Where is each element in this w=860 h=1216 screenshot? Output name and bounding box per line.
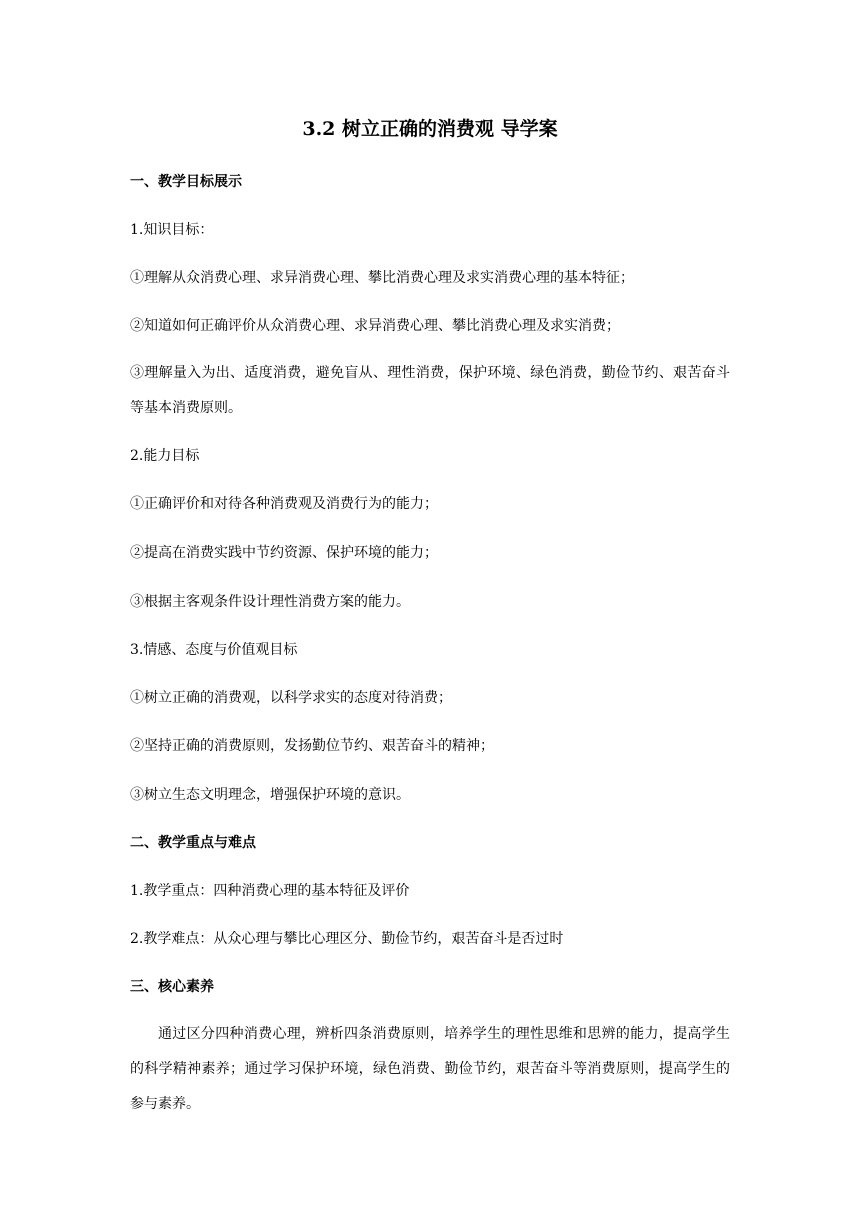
section-heading-core-literacy: 三、核心素养 — [130, 979, 214, 995]
ability-goals-label: 2.能力目标 — [130, 448, 200, 464]
emotion-goal-item: ②坚持正确的消费原则，发扬勤位节约、艰苦奋斗的精神； — [130, 738, 494, 754]
knowledge-goals-label: 1.知识目标： — [130, 222, 214, 238]
emotion-goal-item: ③树立生态文明理念，增强保护环境的意识。 — [130, 787, 410, 803]
ability-goal-item: ②提高在消费实践中节约资源、保护环境的能力； — [130, 545, 438, 561]
section-heading-teaching-goals: 一、教学目标展示 — [130, 174, 242, 190]
section-heading-key-points: 二、教学重点与难点 — [130, 835, 256, 851]
emotion-goals-label: 3.情感、态度与价值观目标 — [130, 642, 298, 658]
key-point-item: 2.教学难点：从众心理与攀比心理区分、勤俭节约，艰苦奋斗是否过时 — [130, 931, 564, 947]
emotion-goal-item: ①树立正确的消费观，以科学求实的态度对待消费； — [130, 690, 452, 706]
ability-goal-item: ①正确评价和对待各种消费观及消费行为的能力； — [130, 496, 438, 512]
knowledge-goal-item: ②知道如何正确评价从众消费心理、求异消费心理、攀比消费心理及求实消费； — [130, 318, 620, 334]
core-literacy-paragraph: 通过区分四种消费心理，辨析四条消费原则，培养学生的理性思维和思辨的能力，提高学生的科学精神素养；通过学习保护环境，绿色消费、勤俭节约，艰苦奋斗等消费原则，提高学生的参与素养。 — [130, 1026, 730, 1112]
document-title: 3.2 树立正确的消费观 导学案 — [302, 118, 558, 140]
ability-goal-item: ③根据主客观条件设计理性消费方案的能力。 — [130, 594, 410, 610]
knowledge-goal-item: ①理解从众消费心理、求异消费心理、攀比消费心理及求实消费心理的基本特征； — [130, 270, 634, 286]
key-point-item: 1.教学重点：四种消费心理的基本特征及评价 — [130, 883, 410, 899]
knowledge-goal-item: ③理解量入为出、适度消费，避免盲从、理性消费，保护环境、绿色消费，勤俭节约、艰苦奋斗等基本消费原则。 — [130, 365, 730, 416]
